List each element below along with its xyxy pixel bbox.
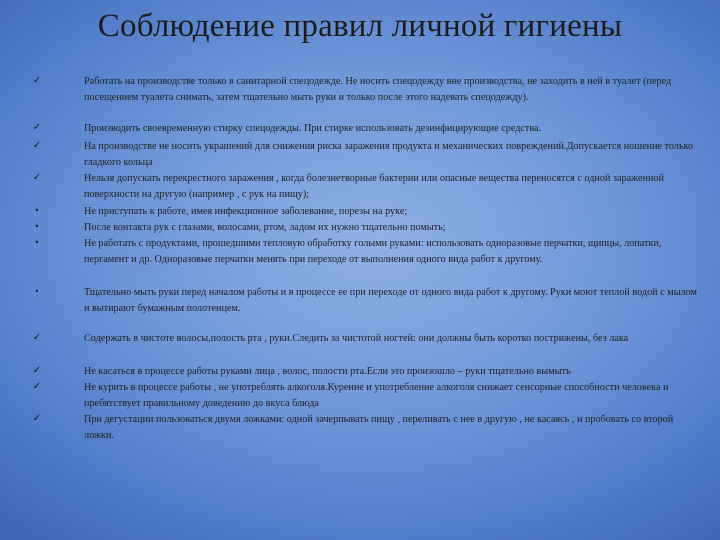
checkmark-icon: ✓ xyxy=(32,365,42,376)
checkmark-icon: ✓ xyxy=(32,172,42,183)
bullet-icon: • xyxy=(34,287,40,296)
list-item-text: Не приступать к работе, имея инфекционное заболевание, порезы на руке; xyxy=(84,206,408,217)
list-item-text: Тщательно мыть руки перед началом работы и в процессе ее при переходе от одного вида работ к другому. Руки моют теплой водой с мылом и вытирают бумажным полотенцем. xyxy=(84,287,697,314)
bullet-icon: • xyxy=(34,206,40,215)
checkmark-icon: ✓ xyxy=(32,75,42,86)
list-item-text: Не работать с продуктами, прошедшими тепловую обработку голыми руками: использовать одноразовые перчатки, щипцы, лопатки, пергамент и др. Одноразовые перчатки менять при переходе от выполнения одного вида работ к другому. xyxy=(84,238,662,265)
checkmark-icon: ✓ xyxy=(32,140,42,151)
list-item-text: Нельзя допускать перекрестного заражения , когда болезнетворные бактерии или опасные вещества переносятся с одной зараженной поверхности на другую (например , с рук на пищу); xyxy=(84,173,664,200)
list-item-text: Работать на производстве только в санитарной спецодежде. Не носить спецодежду вне производства, не заходить в ней в туалет (перед посещением туалета снимать, затем тщательно мыть руки и только после этого надевать спецодежду). xyxy=(84,76,672,103)
checkmark-icon: ✓ xyxy=(32,381,42,392)
list-item-text: Не касаться в процессе работы руками лица , волос, полости рта.Если это произошло – руки тщательно вымыть xyxy=(84,366,571,377)
list-item-text: Содержать в чистоте волосы,полость рта , руки.Следить за чистотой ногтей: они должны быть коротко пострижены, без лака xyxy=(84,333,629,344)
checkmark-icon: ✓ xyxy=(32,413,42,424)
checkmark-icon: ✓ xyxy=(32,332,42,343)
list-item-text: Не курить в процессе работы , не употреблять алкоголя.Курение и употребление алкоголя снижает сенсорные способности человека и пребятствует правильному доведению до вкуса блюда xyxy=(84,382,669,409)
list-item-text: Производить своевременную стирку спецодежды. При стирке использовать дезинфицирующие средства. xyxy=(84,123,542,134)
list-item-text: После контакта рук с глазами, волосами, ртом, ладом их нужно тщательно помыть; xyxy=(84,222,446,233)
list-item-text: На производстве не носить украшений для снижения риска заражения продукта и механических повреждений.Допускается ношение только гладкого кольца xyxy=(84,141,694,168)
checkmark-icon: ✓ xyxy=(32,122,42,133)
list-item-text: При дегустации пользоваться двумя ложками: одной зачерпывать пищу , переливать с нее в другую , не касаясь , и пробовать со второй ложки. xyxy=(84,414,674,441)
bullet-icon: • xyxy=(34,238,40,247)
bullet-icon: • xyxy=(34,222,40,231)
slide-title: Соблюдение правил личной гигиены xyxy=(97,8,623,44)
